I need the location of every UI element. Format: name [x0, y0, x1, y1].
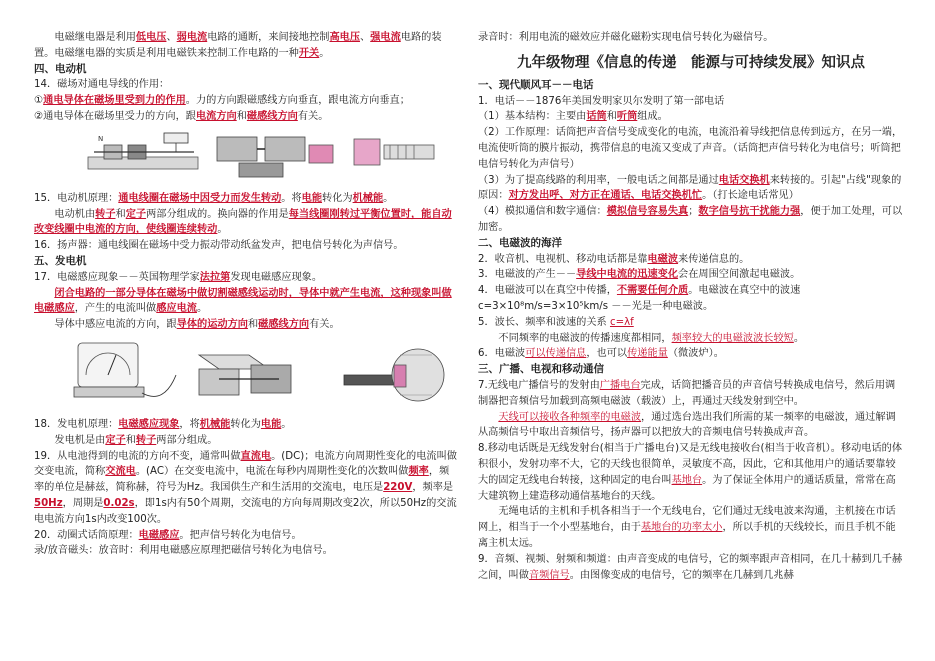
- coil-experiment-figure: [209, 127, 339, 185]
- key-term: 强电流: [370, 32, 401, 43]
- text: 15．电动机原理：: [34, 192, 119, 204]
- r-item-5b: [478, 331, 904, 347]
- key-term: 感应电流: [156, 303, 197, 315]
- key-term: 可以传递信息: [525, 348, 587, 360]
- key-term: 话筒: [586, 111, 607, 123]
- key-term: 电流方向: [195, 110, 237, 122]
- text: ，频率的单位是赫兹，简称赫，符号为Hz。我国供生产和生活用的交流电，电压是: [34, 466, 450, 494]
- key-term: 每当线圈刚转过平衡位置时，能自动改变线圈中电流的方向，使线圈连续转动: [34, 208, 452, 236]
- text: 4．电磁波可以在真空中传播，: [478, 285, 617, 297]
- r-item-1: 1．电话－－1876年美国发明家贝尔发明了第一部电话: [478, 95, 725, 107]
- key-term: 机械能: [352, 192, 384, 204]
- text: ，频率是: [412, 482, 454, 494]
- text: 。将: [281, 192, 302, 204]
- wire-in-magnet-figure: [84, 127, 204, 185]
- text: （4）模拟通信和数字通信：: [478, 206, 607, 218]
- item-19-block: [34, 449, 458, 528]
- text: 。: [217, 224, 228, 236]
- generator-figures: [34, 335, 458, 415]
- text: 7.无线电广播信号的发射由: [478, 379, 600, 391]
- item-20: [34, 528, 458, 544]
- microphone-figure: [334, 335, 454, 411]
- key-term: 模拟信号容易失真: [606, 206, 689, 218]
- text: （微波炉）。: [667, 348, 724, 360]
- section-heading-em-waves: 二、电磁波的海洋: [478, 236, 562, 249]
- r-item-5: [478, 315, 904, 331]
- text: 来传递信息的。: [678, 253, 750, 265]
- key-term: 导体的运动方向: [176, 319, 248, 331]
- r-item-1b: （2）工作原理：话筒把声音信号变成变化的电流，电流沿着导线把信息传到远方，在另一端，电流使听筒的膜片振动，携带信息的电流又变成了声音。（话筒把声信号转化为电信号；听筒把电信号转化为声信号）: [478, 127, 903, 170]
- text: 。: [281, 418, 292, 430]
- text: ，也可以: [586, 348, 628, 360]
- text: 9．音频、视频、射频和频道：由声音变成的电信号，它的频率跟声音相同，在几十赫到几千赫之间，叫做: [478, 553, 903, 581]
- text: ①: [34, 95, 44, 107]
- item-14-2: [34, 109, 458, 125]
- item-18: [34, 417, 458, 433]
- text: 、: [360, 32, 371, 43]
- item-19: [34, 449, 458, 528]
- formula: c=λf: [609, 316, 634, 328]
- key-term: 低电压: [135, 32, 167, 43]
- key-term: 转子: [95, 208, 116, 220]
- text: 两部分组成。: [156, 434, 218, 446]
- key-term: 0.02s: [103, 497, 135, 509]
- item-14: 14．磁场对通电导线的作用：: [34, 79, 170, 91]
- text: 电磁继电器是利用: [54, 32, 136, 43]
- key-term: 开关: [298, 47, 320, 59]
- relay-paragraph: [34, 30, 458, 62]
- text: 。为了保证全体用户的通话质量，常常在高大建筑物上建造移动通信基地台的天线。: [478, 474, 896, 502]
- key-term: 弱电流: [176, 32, 208, 43]
- item-17: [34, 270, 458, 286]
- motor-figures: [34, 127, 458, 189]
- text: 和: [247, 319, 259, 331]
- text: 完成，话筒把播音员的声音信号转换成电信号，然后用调制器把音频信号加载到高频电磁波（载波）上，再通过天线发射到空中。: [478, 379, 896, 407]
- r-item-4: [478, 283, 904, 315]
- key-term: 法拉第: [199, 271, 231, 283]
- text: 导体中感应电流的方向，跟: [54, 319, 177, 331]
- key-term: 音频信号: [528, 569, 570, 581]
- key-term: 频率较大的电磁波波长较短: [671, 332, 794, 344]
- text: 转化为: [322, 192, 353, 204]
- text: 无绳电话的主机和手机各相当于一个无线电台，它们通过无线电波来沟通，主机接在市话网上，相当于一个小型基地台，由于: [478, 506, 896, 534]
- r-item-1c: [478, 173, 904, 205]
- text: 。（打长途电话常见）: [702, 190, 799, 202]
- key-term: 磁感线方向: [258, 319, 310, 331]
- text: 和: [115, 208, 126, 220]
- text: ；: [688, 206, 699, 218]
- key-term: 数字信号抗干扰能力强: [698, 206, 801, 218]
- key-term: 交流电: [105, 466, 136, 478]
- text: 来转接的。引起"占线"现象的原因：: [478, 174, 902, 202]
- key-term: 电话交换机: [718, 174, 770, 186]
- key-term: 机械能: [199, 418, 231, 430]
- text: ，即1s内有50个周期，交流电的方向每周期改变2次，所以50Hz的交流电电流方向1s内改变100次。: [34, 497, 457, 525]
- text: 。: [793, 332, 805, 344]
- text: 。: [197, 303, 208, 315]
- key-term: 磁感线方向: [246, 110, 298, 122]
- text: 6．电磁波: [478, 348, 526, 360]
- item-14-1: [34, 93, 458, 109]
- page-title: 九年级物理《信息的传递 能源与可持续发展》知识点: [517, 53, 865, 71]
- text: 、: [166, 32, 177, 43]
- text: ，便于加工处理，可以加密。: [478, 206, 903, 233]
- galvanometer-figure: [64, 335, 184, 411]
- text: 5．波长、频率和波速的关系: [478, 316, 610, 328]
- key-term: 电磁感应现象: [118, 418, 180, 430]
- r-item-7: [478, 378, 904, 410]
- text: ，通过选台选出我们所需的某一频率的电磁波，通过解调从高频信号中取出音频信号，扬声器可以把放大的音频电信号转换成声音。: [478, 411, 896, 439]
- key-term: 直流电: [240, 450, 272, 462]
- text: 2．收音机、电视机、移动电话都是靠: [478, 253, 648, 265]
- item-16: 16．扬声器：通电线圈在磁场中受力振动带动纸盆发声，把电信号转化为声信号。: [34, 240, 404, 252]
- text: 发电机是由: [54, 434, 106, 446]
- section-heading-motor: 四、电动机: [34, 62, 87, 75]
- text: 。把声信号转化为电信号。: [179, 529, 302, 541]
- text: 电路的装置。电磁继电器的实质是利用电磁铁来控制工作电路的一种: [34, 32, 442, 59]
- text: 组成。: [637, 111, 668, 123]
- text: ，周期是: [62, 497, 104, 509]
- magnet-coil-figure: [344, 127, 444, 185]
- text: 转化为: [230, 418, 261, 430]
- text: 。: [383, 192, 394, 204]
- r-item-9: [478, 552, 904, 584]
- r-item-8: [478, 441, 904, 504]
- text: 和: [236, 110, 247, 122]
- key-term: 传递能量: [627, 348, 668, 360]
- text: （1）基本结构：主要由: [478, 111, 587, 123]
- item-18b: [34, 433, 458, 449]
- text: 和: [606, 111, 617, 123]
- text: 两部分组成的。换向器的作用是: [146, 208, 289, 220]
- key-term: 电能: [301, 192, 323, 204]
- key-term: 广播电台: [599, 379, 641, 391]
- r-item-7b: [478, 410, 904, 442]
- right-column: [478, 30, 904, 583]
- text: 和: [125, 434, 136, 446]
- text: 3．电磁波的产生－－: [478, 269, 577, 281]
- key-term: 导线中电流的迅速变化: [576, 269, 679, 281]
- key-term: 闭合电路的一部分导体在磁场中做切割磁感线运动时，导体中就产生电流，这种现象叫做电磁感应: [34, 287, 452, 315]
- key-term: 定子: [105, 434, 126, 446]
- item-17c: [34, 317, 458, 333]
- text: ，将: [179, 418, 200, 430]
- text: 会在周围空间激起电磁波。: [678, 269, 801, 281]
- key-term: 高电压: [329, 32, 361, 43]
- svg-text:N: N: [98, 134, 104, 143]
- text: 电动机由: [54, 208, 96, 220]
- text: ，产生的电流叫做: [74, 303, 157, 315]
- text: ②通电导体在磁场里受力的方向，跟: [34, 110, 196, 122]
- text: 有关。: [297, 110, 329, 122]
- item-17b: [34, 286, 458, 318]
- text: 。由图像变成的电信号，它的频率在几赫到几兆赫: [569, 569, 794, 581]
- text: 8.移动电话既是无线发射台(相当于广播电台)又是无线电接收台(相当于收音机）。移动电话的体积很小，发射功率不大，它的天线也很简单，灵敏度不高，因此，它和其他用户的通话要靠较大的固定无线电台转接，这种固定的电台叫: [478, 443, 903, 486]
- item-15b: [34, 207, 458, 239]
- key-term: 听筒: [616, 111, 638, 123]
- r-item-1a: [478, 109, 904, 125]
- text: 。电磁波在真空中的波速 c=3×10⁸m/s=3×10⁵km/s －－光是一种电磁波。: [478, 285, 801, 312]
- text: 发现电磁感应现象。: [230, 271, 323, 283]
- text: 19．从电池得到的电流的方向不变，通常叫做: [34, 450, 241, 462]
- key-term: 不需要任何介质: [616, 285, 689, 297]
- key-term: 220V: [383, 482, 413, 494]
- item-15: [34, 191, 458, 207]
- magnet-wire-figure: [189, 335, 309, 411]
- r-item-6: [478, 346, 904, 362]
- text: 17．电磁感应现象－－英国物理学家: [34, 271, 200, 283]
- r-item-1d: [478, 204, 904, 236]
- text: 。(AC）在交变电流中，电流在每秒内周期性变化的次数叫做: [135, 466, 409, 478]
- text: ，所以手机的天线较长，而且手机不能离主机太远。: [478, 522, 896, 549]
- text: 20．动圈式话筒原理：: [34, 529, 139, 541]
- text: 不同频率的电磁波的传播速度都相同，: [498, 332, 672, 344]
- left-column: [34, 30, 458, 559]
- text: （3）为了提高线路的利用率，一般电话之间都是通过: [478, 174, 719, 186]
- key-term: 天线可以接收各种频率的电磁波: [498, 411, 642, 423]
- key-term: 频率: [408, 466, 429, 478]
- section-heading-generator: 五、发电机: [34, 254, 87, 267]
- r-item-3: [478, 267, 904, 283]
- r-item-8b: [478, 504, 904, 551]
- item-20b: 录/放音磁头：放音时：利用电磁感应原理把磁信号转化为电信号。: [34, 545, 333, 557]
- text: 电路的通断，来间接地控制: [207, 32, 330, 43]
- text: 。力的方向跟磁感线方向垂直，跟电流方向垂直；: [185, 95, 410, 107]
- key-term: 基地台的功率太小: [641, 522, 723, 534]
- text: 18．发电机原理：: [34, 418, 119, 430]
- section-heading-broadcast: 三、广播、电视和移动通信: [478, 363, 604, 376]
- key-term: 电能: [260, 418, 282, 430]
- key-term: 基地台: [671, 474, 703, 486]
- key-term: 定子: [125, 208, 147, 220]
- key-term: 电磁波: [647, 253, 679, 265]
- key-term: 通电线圈在磁场中因受力而发生转动: [118, 192, 282, 204]
- r-item-2: [478, 252, 904, 268]
- key-term: 50Hz: [34, 497, 63, 509]
- text: 。: [319, 47, 330, 59]
- key-term: 转子: [135, 434, 157, 446]
- section-heading-telephone: 一、现代顺风耳－－电话: [478, 78, 594, 91]
- text: 有关。: [309, 319, 340, 331]
- key-term: 对方发出呼、对方正在通话、电话交换机忙: [508, 190, 703, 202]
- key-term: 电磁感应: [138, 529, 180, 541]
- recording-note: 录音时：利用电流的磁效应并磁化磁粉实现电信号转化为磁信号。: [478, 32, 774, 43]
- text: 。(DC)；电流方向周期性变化的电流叫做交变电流，简称: [34, 450, 457, 478]
- key-term: 通电导体在磁场里受到力的作用: [43, 95, 186, 107]
